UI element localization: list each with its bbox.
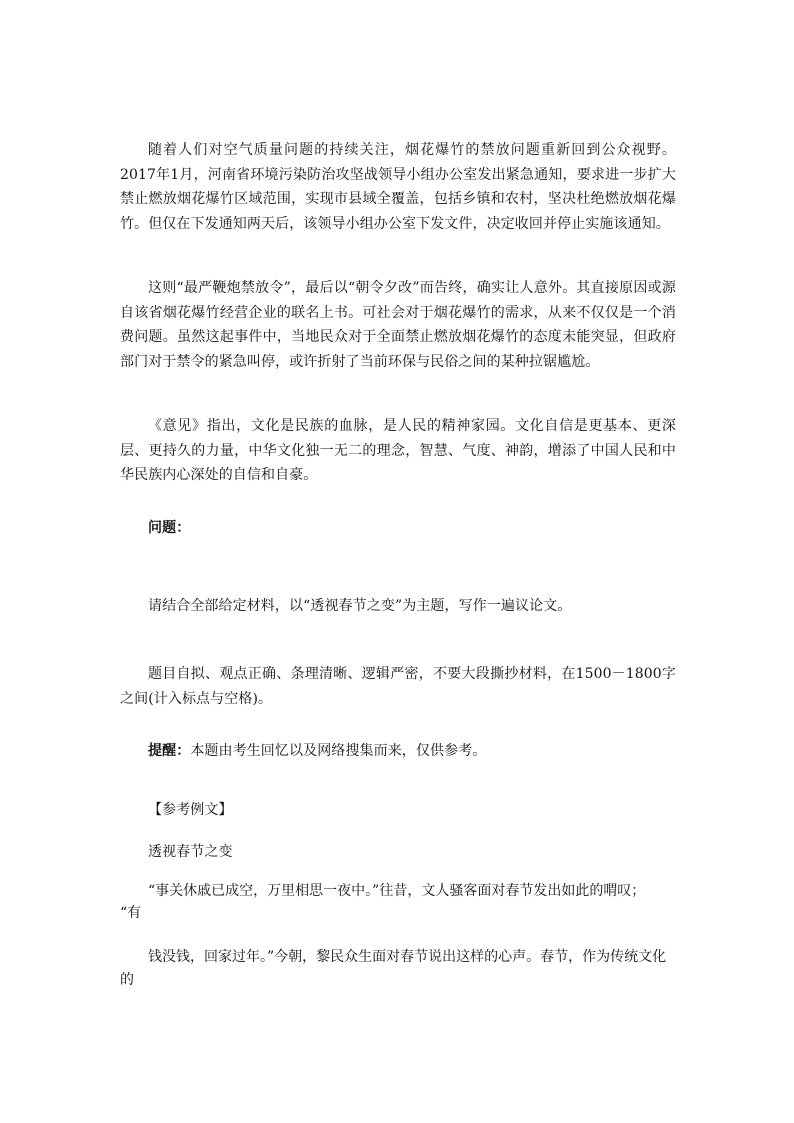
reminder-paragraph [120,739,676,764]
requirement-text: 题目自拟、观点正确、条理清晰、逻辑严密，不要大段撕抄材料，在1500－1800字之间(计入标点与空格)。 [120,666,676,707]
reference-line-2: 钱没钱，回家过年。”今朝，黎民众生面对春节说出这样的心声。春节，作为传统文化 [148,949,667,965]
reference-line-1-continuation: “有 [120,905,142,921]
question-text: 请结合全部给定材料，以“透视春节之变”为主题，写作一遍议论文。 [148,598,572,614]
paragraph-fireworks-policy: 随着人们对空气质量问题的持续关注，烟花爆竹的禁放问题重新回到公众视野。2017年1月，河南省环境污染防治攻坚战领导小组办公室发出紧急通知，要求进一步扩大禁止燃放烟花爆竹区域范围，实现市县域全覆盖，包括乡镇和农村，坚决杜绝燃放烟花爆竹。但仅在下发通知两天后，该领导小组办公室下发文件，决定收回并停止实施该通知。 [120,142,676,232]
reference-heading: 【参考例文】 [148,802,233,818]
reminder-label: 提醒： [148,743,191,759]
reminder-text: 本题由考生回忆以及网络搜集而来，仅供参考。 [190,743,487,759]
question-label: 问题： [148,520,191,536]
reference-line-1: “事关休戚已成空，万里相思一夜中。”往昔，文人骚客面对春节发出如此的喟叹； [148,883,646,899]
paragraph-ban-reversal: 这则“最严鞭炮禁放令”，最后以“朝令夕改”而告终，确实让人意外。其直接原因或源自该省烟花爆竹经营企业的联名上书。可社会对于烟花爆竹的需求，从来不仅仅是一个消费问题。虽然这起事件中，当地民众对于全面禁止燃放烟花爆竹的态度未能突显，但政府部门对于禁令的紧急叫停，或许折射了当前环保与民俗之间的某种拉锯尴尬。 [120,280,676,370]
reference-line-2-continuation: 的 [120,972,134,988]
reference-title: 透视春节之变 [148,844,233,860]
paragraph-cultural-confidence: 《意见》指出，文化是民族的血脉，是人民的精神家园。文化自信是更基本、更深层、更持久的力量，中华文化独一无二的理念，智慧、气度、神韵，增添了中国人民和中华民族内心深处的自信和自豪。 [120,418,676,483]
question-heading [120,516,676,541]
